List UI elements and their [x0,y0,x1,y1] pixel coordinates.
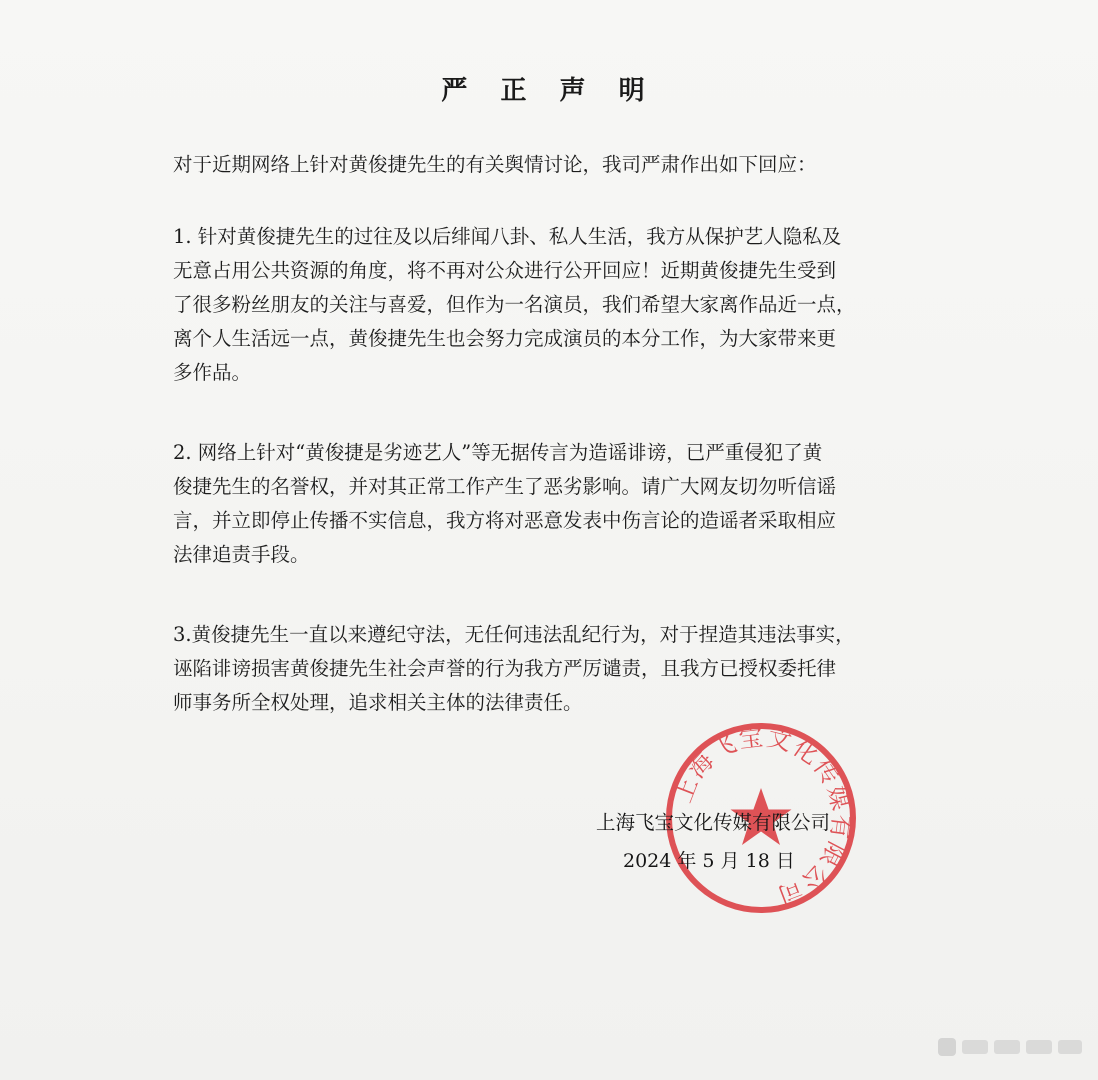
paragraph-line: 了很多粉丝朋友的关注与喜爱，但作为一名演员，我们希望大家离作品近一点， [173,293,856,316]
paragraph-line: 无意占用公共资源的角度，将不再对公众进行公开回应！近期黄俊捷先生受到 [173,259,837,282]
paragraph-line: 法律追责手段。 [173,543,310,566]
paragraph-line: 离个人生活远一点，黄俊捷先生也会努力完成演员的本分工作，为大家带来更 [173,327,837,350]
paragraph-line: 多作品。 [173,361,252,384]
paragraph-line: 诬陷诽谤损害黄俊捷先生社会声誉的行为我方严厉谴责，且我方已授权委托律 [173,657,837,680]
paragraph-line: 俊捷先生的名誉权，并对其正常工作产生了恶劣影响。请广大网友切勿听信谣 [173,475,837,498]
paragraph-2 [173,436,885,572]
paragraph-3 [173,618,885,720]
watermark-logo-icon [936,1032,1086,1062]
intro-paragraph: 对于近期网络上针对黄俊捷先生的有关舆情讨论，我司严肃作出如下回应： [173,153,817,176]
seal-arc-textpath: 上海飞宝文化传媒有限公司 [668,723,856,911]
paragraph-line: 2. 网络上针对“黄俊捷是劣迹艺人”等无据传言为造谣诽谤，已严重侵犯了黄 [173,441,823,464]
document-title: 严 正 声 明 [441,76,657,106]
statement-date: 2024 年 5 月 18 日 [623,850,795,872]
paragraph-line: 言，并立即停止传播不实信息，我方将对恶意发表中伤言论的造谣者采取相应 [173,509,837,532]
paragraph-line: 3.黄俊捷先生一直以来遵纪守法，无任何违法乱纪行为，对于捏造其违法事实， [173,623,855,646]
company-name: 上海飞宝文化传媒有限公司 [596,811,831,834]
paragraph-1 [173,220,885,390]
paragraph-line: 1. 针对黄俊捷先生的过往及以后绯闻八卦、私人生活，我方从保护艺人隐私及 [173,225,842,248]
paragraph-line: 师事务所全权处理，追求相关主体的法律责任。 [173,691,583,714]
